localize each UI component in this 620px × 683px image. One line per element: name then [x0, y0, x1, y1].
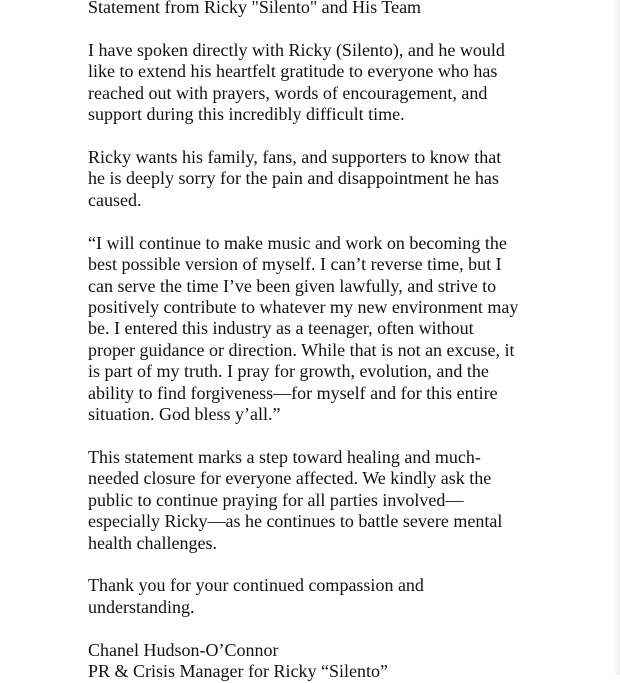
paragraph-thanks: Thank you for your continued compassion and understanding. [88, 575, 424, 617]
paragraph-quote: “I will continue to make music and work on becoming the best possible version of myself. I can’t reverse time, but I can serve the time I’ve been given lawfully, and strive to positively contribute to whatever my new environment may be. I entered this industry as a teenager, often without proper guidance or direction. While that is not an excuse, it is part of my truth. I pray for growth, evolution, and the ability to find forgiveness—for myself and for this entire situation. God bless y’all.” [88, 232, 519, 424]
page-edge-shadow [614, 0, 620, 675]
signature-name: Chanel Hudson-O’Connor [88, 639, 279, 660]
signature-role: PR & Crisis Manager for Ricky “Silento” [88, 661, 388, 682]
paragraph-gratitude: I have spoken directly with Ricky (Silento), and he would like to extend his heartfelt gratitude to everyone who has reached out with prayers, words of encouragement, and support during this incredibly difficult time. [88, 39, 505, 125]
paragraph-apology: Ricky wants his family, fans, and supporters to know that he is deeply sorry for the pain and disappointment he has caused. [88, 147, 502, 210]
paragraph-closure: This statement marks a step toward healing and much- needed closure for everyone affected. We kindly ask the public to continue praying for all parties involved— especially Ricky—as he continues to battle severe mental health challenges. [88, 446, 503, 553]
statement-document [88, 0, 558, 683]
statement-title: Statement from Ricky "Silento" and His Team [88, 0, 422, 17]
